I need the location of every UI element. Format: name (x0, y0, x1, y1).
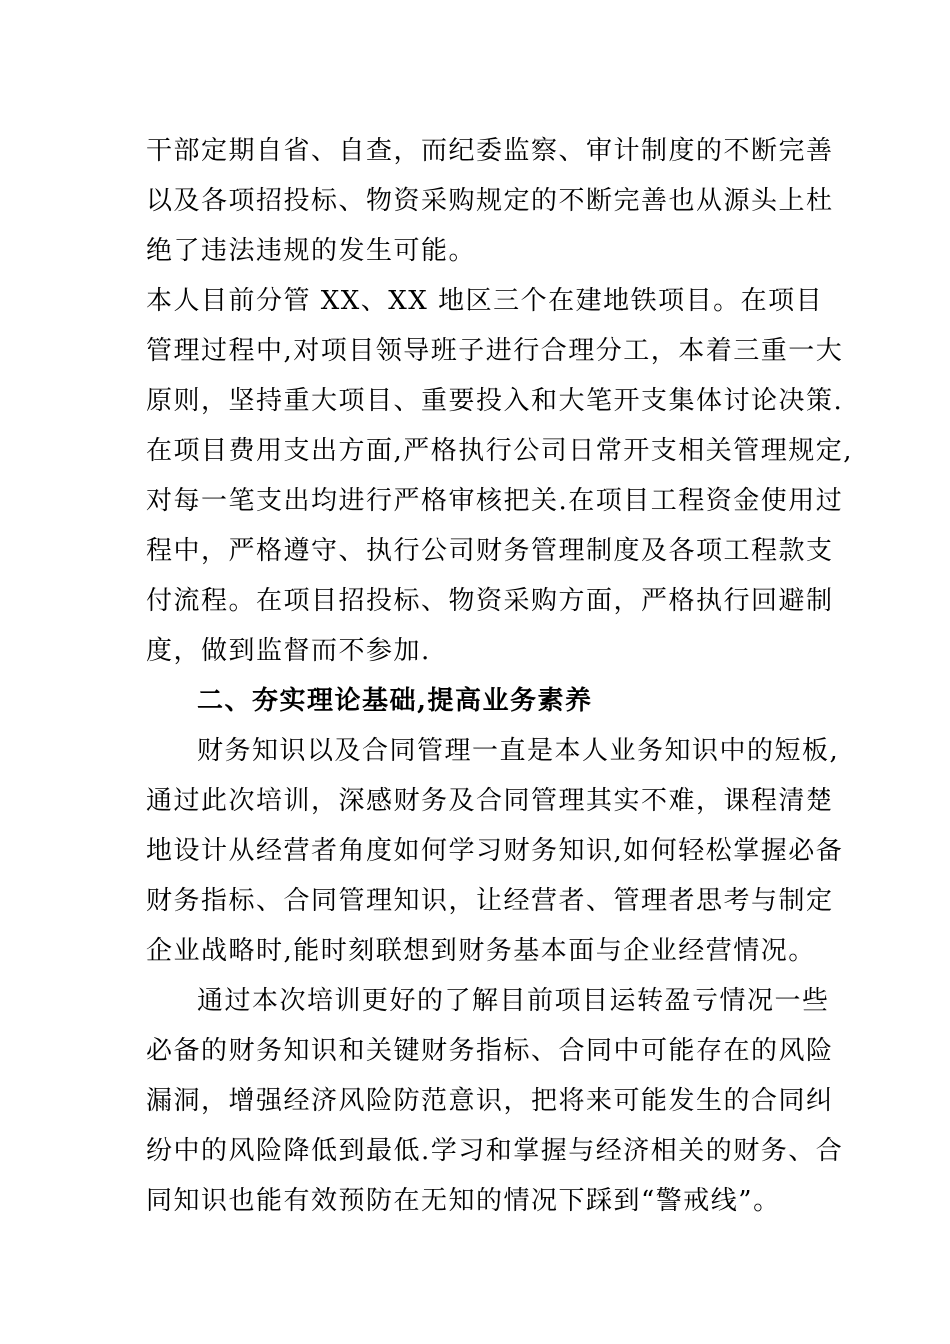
section-heading: 二、夯实理论基础,提高业务素养 (197, 686, 593, 716)
paragraph-line: 绝了违法违规的发生可能。 (146, 236, 477, 266)
paragraph-line: 度，做到监督而不参加. (146, 636, 431, 666)
paragraph-line: 对每一笔支出均进行严格审核把关.在项目工程资金使用过 (146, 486, 844, 516)
paragraph-line: 程中，严格遵守、执行公司财务管理制度及各项工程款支 (146, 536, 834, 566)
paragraph-line: 通过此次培训，深感财务及合同管理其实不难，课程清楚 (146, 786, 834, 816)
paragraph-line: 在项目费用支出方面,严格执行公司日常开支相关管理规定, (146, 436, 854, 466)
paragraph-line: 通过本次培训更好的了解目前项目运转盈亏情况一些 (197, 986, 830, 1016)
paragraph-line: 漏洞，增强经济风险防范意识，把将来可能发生的合同纠 (146, 1086, 834, 1116)
paragraph-line: 以及各项招投标、物资采购规定的不断完善也从源头上杜 (146, 186, 834, 216)
paragraph-line: 财务指标、合同管理知识，让经营者、管理者思考与制定 (146, 886, 834, 916)
paragraph-line: 付流程。在项目招投标、物资采购方面，严格执行回避制 (146, 586, 834, 616)
paragraph-line: 原则，坚持重大项目、重要投入和大笔开支集体讨论决策. (146, 386, 844, 416)
paragraph-line: 管理过程中,对项目领导班子进行合理分工，本着三重一大 (146, 336, 844, 366)
paragraph-line: 必备的财务知识和关键财务指标、合同中可能存在的风险 (146, 1036, 834, 1066)
paragraph-line: 企业战略时,能时刻联想到财务基本面与企业经营情况。 (146, 936, 816, 966)
paragraph-line: 纷中的风险降低到最低.学习和掌握与经济相关的财务、合 (146, 1136, 844, 1166)
paragraph-line: 地设计从经营者角度如何学习财务知识,如何轻松掌握必备 (146, 836, 844, 866)
paragraph-line: 财务知识以及合同管理一直是本人业务知识中的短板, (197, 736, 840, 766)
paragraph-line: 同知识也能有效预防在无知的情况下踩到“警戒线”。 (146, 1186, 781, 1216)
paragraph-line: 干部定期自省、自查，而纪委监察、审计制度的不断完善 (146, 136, 834, 166)
paragraph-line: 本人目前分管 XX、XX 地区三个在建地铁项目。在项目 (146, 286, 824, 316)
